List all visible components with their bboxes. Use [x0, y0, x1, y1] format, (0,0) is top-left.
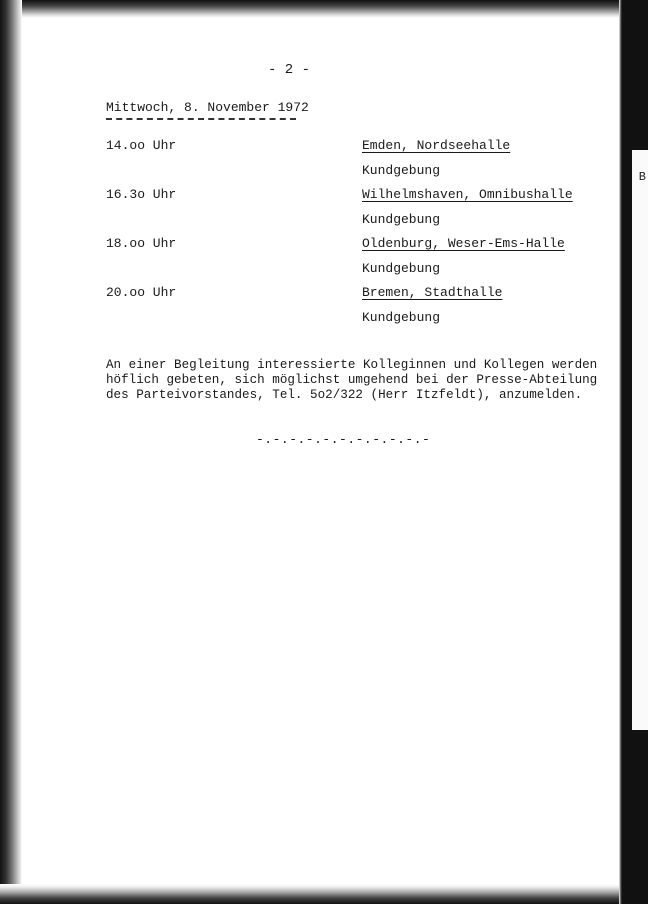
- schedule-time: 20.oo Uhr: [106, 285, 177, 300]
- schedule-time: 18.oo Uhr: [106, 236, 177, 251]
- notice-line: höflich gebeten, sich möglichst umgehend bei der Presse-Abteilung: [106, 373, 598, 387]
- schedule-place: Bremen, Stadthalle: [362, 285, 503, 300]
- date-heading: Mittwoch, 8. November 1972: [106, 100, 309, 115]
- schedule-place: Oldenburg, Weser-Ems-Halle: [362, 236, 565, 251]
- schedule-place: Wilhelmshaven, Omnibushalle: [362, 187, 573, 202]
- page-number: - 2 -: [268, 62, 311, 78]
- schedule-event: Kundgebung: [362, 163, 441, 178]
- schedule-time: 16.3o Uhr: [106, 187, 177, 202]
- registration-notice: [106, 358, 598, 403]
- adjacent-page-letter: B: [638, 170, 646, 184]
- section-separator: -.-.-.-.-.-.-.-.-.-.-: [256, 432, 431, 447]
- date-heading-rule: [106, 118, 296, 120]
- adjacent-page-strip: [632, 150, 648, 730]
- notice-line: des Parteivorstandes, Tel. 5o2/322 (Herr Itzfeldt), anzumelden.: [106, 388, 583, 402]
- schedule-event: Kundgebung: [362, 310, 441, 325]
- notice-line: An einer Begleitung interessierte Kolleginnen und Kollegen werden: [106, 358, 598, 372]
- schedule-event: Kundgebung: [362, 212, 441, 227]
- schedule-time: 14.oo Uhr: [106, 138, 177, 153]
- schedule-event: Kundgebung: [362, 261, 441, 276]
- schedule-place: Emden, Nordseehalle: [362, 138, 511, 153]
